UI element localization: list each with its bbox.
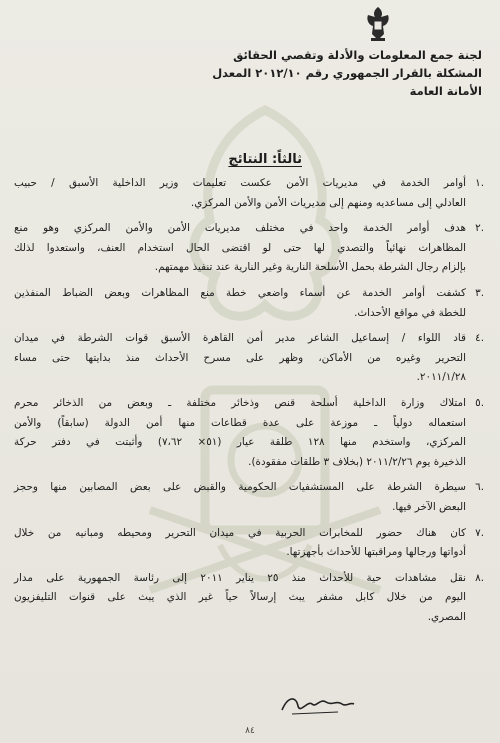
finding-number: .٨ (475, 571, 484, 584)
finding-line: استعماله دولياً ـ موزعة على عدة قطاعات منها أمن الدولة (سابقاً) والأمن (14, 416, 466, 429)
finding-line: كان هناك حضور للمخابرات الحربية في ميدان التحرير ومحيطه ومبانيه من خلال (14, 526, 466, 539)
finding-line: كشفت أوامر الخدمة عن أسماء واضعي خطة منع المظاهرات وبعض الضباط المنفذين (14, 286, 466, 299)
finding-line: نقل مشاهدات حية للأحداث منذ ٢٥ يناير ٢٠١١ إلى رئاسة الجمهورية على مدار (14, 571, 466, 584)
finding-text (14, 569, 466, 628)
finding-item (14, 394, 484, 472)
finding-text (14, 174, 466, 213)
finding-number: .٢ (475, 222, 484, 235)
finding-line: البعض الآخر فيها. (392, 500, 466, 513)
finding-number: .٤ (475, 332, 484, 345)
findings-list (14, 174, 484, 633)
eagle-emblem-icon (363, 4, 393, 44)
finding-item (14, 219, 484, 278)
finding-line: ٢٠١١/١/٢٨. (416, 371, 466, 384)
section-title: ثالثاً: النتائج (228, 152, 302, 167)
finding-text (14, 394, 466, 472)
finding-text (14, 219, 466, 278)
finding-number: .٧ (475, 526, 484, 539)
finding-item (14, 284, 484, 323)
finding-line: المركزي، واستخدم منها ١٢٨ طلقة عيار (٥١× ٧،٦٢) وأثبتت في دفتر حركة (14, 436, 466, 449)
finding-line: هدف أوامر الخدمة واحد في مختلف مديريات الأمن والأمن المركزي وهو منع (14, 222, 466, 235)
finding-line: امتلاك وزارة الداخلية أسلحة قنص وذخائر مختلفة ـ وبعض من الذخائر محرم (14, 396, 466, 409)
finding-item (14, 524, 484, 563)
finding-number: .٦ (475, 481, 484, 494)
page-number: ٨٤ (245, 726, 255, 736)
finding-line: العادلي إلى مساعديه ومنهم إلى مديريات الأمن والأمن المركزي. (190, 196, 466, 209)
header-committee-name: لجنة جمع المعلومات والأدلة وتقصي الحقائق (233, 48, 482, 62)
finding-line: قاد اللواء / إسماعيل الشاعر مدير أمن القاهرة الأسبق قوات الشرطة في ميدان (14, 332, 466, 345)
finding-text (14, 478, 466, 517)
finding-number: .٥ (475, 396, 484, 409)
finding-text (14, 284, 466, 323)
finding-item (14, 569, 484, 628)
finding-line: سيطرة الشرطة على المستشفيات الحكومية والقبض على بعض المصابين منها وحجز (14, 481, 466, 494)
finding-item (14, 329, 484, 388)
finding-number: .٣ (475, 286, 484, 299)
finding-line: للخطة في مواقع الأحداث. (354, 306, 466, 319)
finding-number: .١ (475, 177, 484, 189)
finding-line: أوامر الخدمة في مديريات الأمن عكست تعليمات وزير الداخلية الأسبق / حبيب (14, 177, 466, 189)
finding-line: المصري. (427, 610, 466, 623)
finding-line: التحرير وغيره من الأماكن، وظهر على مسرح الأحداث منذ بدايتها حتى مساء (14, 351, 466, 364)
header-decree: المشكلة بالقرار الجمهوري رقم ٢٠١٢/١٠ المعدل (212, 66, 482, 80)
finding-line: الذخيرة يوم ٢٠١١/٢/٢٦ (بخلاف ٣ طلقات مفقودة). (248, 455, 466, 468)
finding-line: اليوم من خلال كابل مشفر يبث إرسالاً حياً غير الذي يبث على قنوات التليفزيون (14, 591, 466, 604)
finding-text (14, 524, 466, 563)
committee-header (182, 46, 482, 100)
finding-line: أدواتها ورجالها ومراقبتها للأحداث بأجهزتها. (286, 546, 466, 559)
finding-item (14, 174, 484, 213)
finding-item (14, 478, 484, 517)
finding-line: المظاهرات نهائياً والتصدي لها حتى لو اقتضى الحال استخدام العنف، واستعدوا لذلك (14, 241, 466, 254)
signature-mark (278, 690, 358, 720)
finding-line: بإلزام رجال الشرطة بحمل الأسلحة النارية وغير النارية عند تنفيذ مهمتهم. (154, 261, 466, 274)
finding-text (14, 329, 466, 388)
header-secretariat: الأمانة العامة (409, 84, 482, 98)
